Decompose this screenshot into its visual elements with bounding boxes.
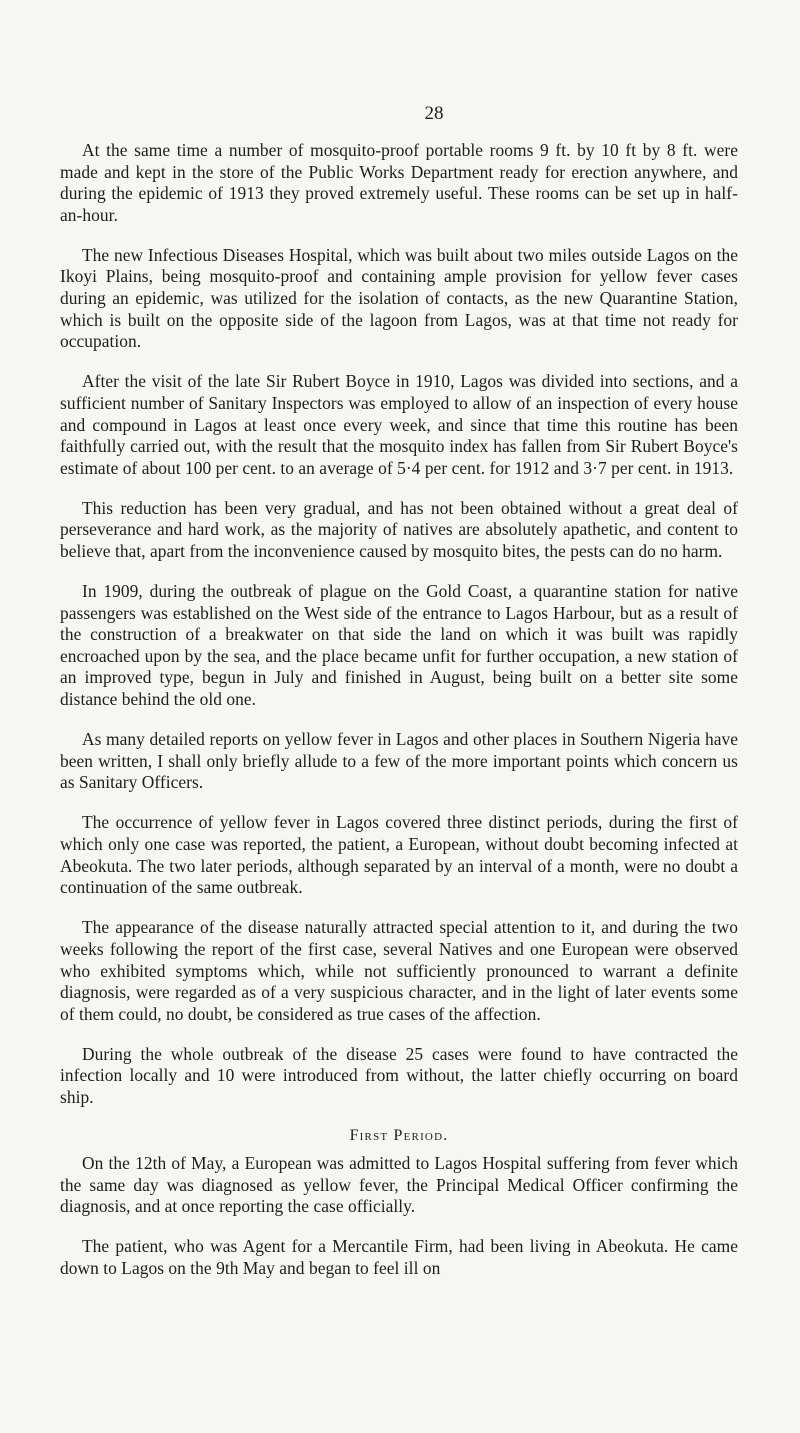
paragraph-sanitary-inspection: After the visit of the late Sir Rubert Boyce in 1910, Lagos was divided into sections, and a sufficient number of Sanitary Inspectors was employed to allow of an inspection of every house and compound in Lagos at least once every week, and since that time this routine has been faithfully carried out, with the result that the mosquito index has fallen from Sir Rubert Boyce's estimate of about 100 per cent. to an average of 5·4 per cent. for 1912 and 3·7 per cent. in 1913. <box>60 371 738 478</box>
paragraph-mosquito-reduction: This reduction has been very gradual, and has not been obtained without a great deal of perseverance and hard work, as the majority of natives are absolutely apathetic, and content to believe that, apart from the inconvenience caused by mosquito bites, the pests can do no harm. <box>60 497 738 561</box>
paragraph-first-case: On the 12th of May, a European was admitted to Lagos Hospital suffering from fever which the same day was diagnosed as yellow fever, the Principal Medical Officer confirming the diagnosis, and at once reporting the case officially. <box>60 1153 738 1217</box>
paragraph-three-periods: The occurrence of yellow fever in Lagos covered three distinct periods, during the first of which only one case was reported, the patient, a European, without doubt becoming infected at Abeokuta. The two later periods, although separated by an interval of a month, were no doubt a continuation of the same outbreak. <box>60 812 738 898</box>
page-number: 28 <box>424 103 444 124</box>
paragraph-infectious-diseases-hospital: The new Infectious Diseases Hospital, which was built about two miles outside Lagos on the Ikoyi Plains, being mosquito-proof and containing ample provision for yellow fever cases during an epidemic, was utilized for the isolation of contacts, as the new Quarantine Station, which is built on the opposite side of the lagoon from Lagos, was at that time not ready for occupation. <box>60 244 738 352</box>
paragraph-patient-agent: The patient, who was Agent for a Mercantile Firm, had been living in Abeokuta. He came down to Lagos on the 9th May and began to feel ill on <box>60 1236 738 1278</box>
section-heading-first-period: First Period. <box>349 1127 449 1145</box>
paragraph-disease-appearance: The appearance of the disease naturally attracted special attention to it, and during the two weeks following the report of the first case, several Natives and one European were observed who exhibited symptoms which, while not sufficiently pronounced to warrant a definite diagnosis, were regarded as of a very suspicious character, and in the light of later events some of them could, no doubt, be considered as true cases of the affection. <box>60 917 738 1024</box>
paragraph-portable-rooms: At the same time a number of mosquito-proof portable rooms 9 ft. by 10 ft by 8 ft. were made and kept in the store of the Public Works Department ready for erection anywhere, and during the epidemic of 1913 they proved extremely useful. These rooms can be set up in half-an-hour. <box>60 140 738 225</box>
paragraph-outbreak-count: During the whole outbreak of the disease 25 cases were found to have contracted the infection locally and 10 were introduced from without, the latter chiefly occurring on board ship. <box>60 1043 738 1107</box>
paragraph-quarantine-station: In 1909, during the outbreak of plague on the Gold Coast, a quarantine station for native passengers was established on the West side of the entrance to Lagos Harbour, but as a result of the construction of a breakwater on that side the land on which it was built was rapidly encroached upon by the sea, and the place became unfit for further occupation, a new station of an improved type, begun in July and finished in August, being built on a better site some distance behind the old one. <box>60 581 738 710</box>
document-body <box>60 140 738 1298</box>
paragraph-reports-allusion: As many detailed reports on yellow fever in Lagos and other places in Southern Nigeria have been written, I shall only briefly allude to a few of the more important points which concern us as Sanitary Officers. <box>60 729 738 793</box>
